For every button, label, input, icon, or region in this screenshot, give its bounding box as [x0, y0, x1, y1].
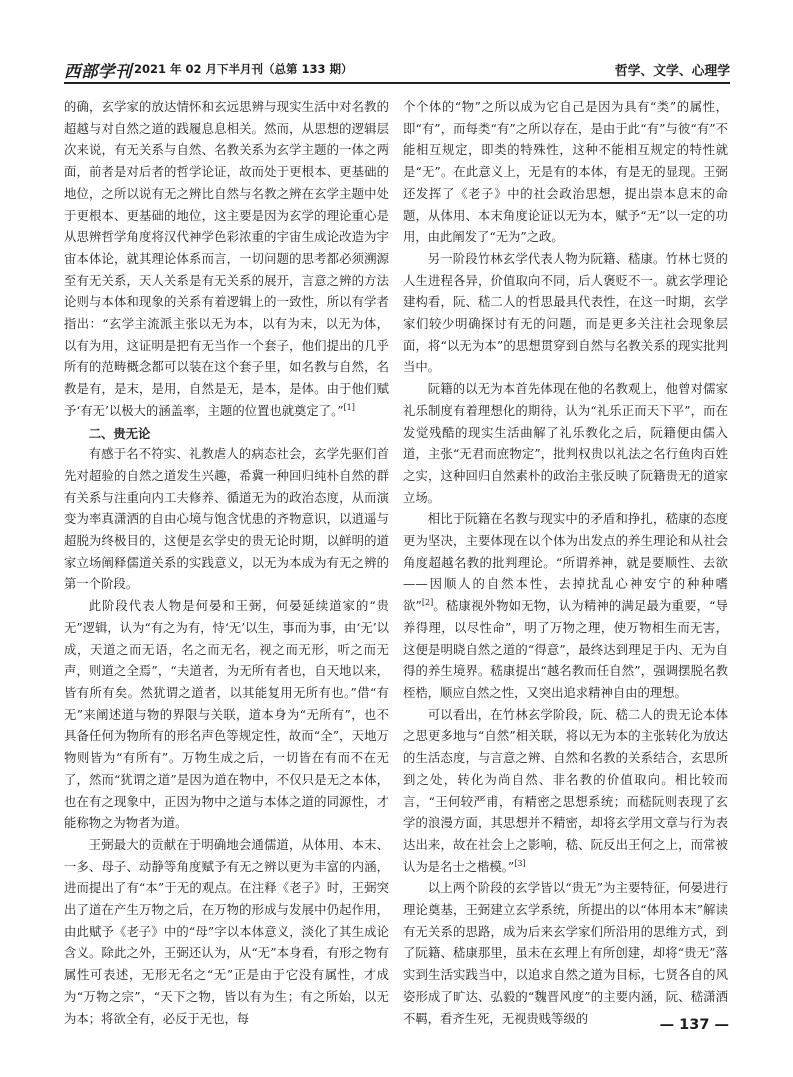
- page-header: [64, 58, 730, 80]
- body-paragraph: [403, 509, 728, 704]
- body-paragraph: 个个体的“物”之所以成为它自己是因为具有“类”的属性，即“有”，而每类“有”之所以存在，是由于此“有”与彼“有”不能相互规定，即类的特殊性，这种不能相互规定的特性就是“无”。在此意义上，无是有的本体，有是无的显现。王弼还发挥了《老子》中的社会政治思想，提出崇本息末的命题，从体用、本末角度论证以无为本，赋予“无”以一定的功用，由此阐发了“无为”之政。: [403, 100, 728, 245]
- paragraph-text: 相比于阮籍在名教与现实中的矛盾和挣扎，嵇康的态度更为坚决，主要体现在以个体为出发点的养生理论和从社会角度超越名教的批判理论。“所谓养神，就是要顺性、去欲——因顺人的自然本性，去掉扰乱心神安宁的种种嗜欲”: [403, 512, 728, 614]
- left-column: [64, 97, 389, 1030]
- citation-ref: [2]: [421, 598, 434, 608]
- body-paragraph: 阮籍的以无为本首先体现在他的名教观上，他曾对儒家礼乐制度有着理想化的期待，认为“礼乐正而天下平”，而在发觉残酷的现实生活曲解了礼乐教化之后，阮籍便由儒入道，主张“无君而庶物定”，批判权贵以礼法之名行鱼肉百姓之实，这种回归自然素朴的政治主张反映了阮籍贵无的道家立场。: [403, 382, 728, 505]
- citation-ref: [1]: [343, 402, 355, 412]
- page-number: — 137 —: [659, 1017, 729, 1033]
- paragraph-text: 。嵇康视外物如无物，认为精神的满足最为重要，“导养得理，以尽性命”，明了万物之理，使万物相生而无害，这便是明晓自然之道的“得意”，最终达到理足于内、无为自得的养生境界。嵇康提出“越名教而任自然”，强调摆脱名教桎梏，顺应自然之性，又突出追求精神自由的理想。: [403, 599, 729, 700]
- section-heading: 二、贵无论: [88, 425, 151, 441]
- body-paragraph: 王弼最大的贡献在于明确地会通儒道，从体用、本末、一多、母子、动静等角度赋予有无之辨以更为丰富的内涵，进而提出了有“本”于无的观点。在注释《老子》时，王弼突出了道在产生万物之后，在万物的形成与发展中仍起作用，由此赋予《老子》中的“母”字以本体意义，淡化了其生成论含义。除此之外，王弼还认为，从“无”本身看，有形之物有属性可表述，无形无名之“无”正是由于它没有属性，才成为“万物之宗”，“天下之物，皆以有为生；有之所始，以无为本；将欲全有，必反于无也，每: [64, 837, 389, 1026]
- body-paragraph: 另一阶段竹林玄学代表人物为阮籍、嵇康。竹林七贤的人生进程各异，价值取向不同，后人褒贬不一。就玄学理论建构看，阮、嵇二人的哲思最具代表性，在这一时期，玄学家们较少明确探讨有无的问题，而是更多关注社会现象层面，将“以无为本”的思想贯穿到自然与名教关系的现实批判当中。: [403, 251, 728, 375]
- paragraph-text: 的确，玄学家的放达情怀和玄远思辨与现实生活中对名教的超越与对自然之道的践履息息相关。然而，从思想的逻辑层次来说，有无关系与自然、名教关系为玄学主题的一体之两面，前者是对后者的哲学论证，故而处于更根本、更基础的地位，之所以说有无之辨比自然与名教之辨在玄学主题中处于更根本、更基础的地位，这主要是因为玄学的理论重心是从思辨哲学角度将汉代神学色彩浓重的宇宙生成论改造为宇宙本体论，就其理论体系而言，一切问题的思考都必须溯源至有无关系，天人关系是有无关系的展开，言意之辨的方法论则与本体和现象的关系有着逻辑上的一致性，所以有学者指出：“玄学主流派主张以无为本，以有为末，以无为体，以有为用，这证明是把有无当作一个套子，他们提出的几乎所有的范畴概念都可以装在这个套子里，如名教与自然，名教是有，是末，是用，自然是无，是本，是体。由于他们赋予‘有无’以极大的涵盖率，主题的位置也就奠定了。”: [64, 100, 389, 418]
- body-paragraph: [64, 97, 389, 423]
- body-paragraph: 有感于名不符实、礼教虐人的病态社会，玄学先驱们首先对超验的自然之道发生兴趣，希冀一种回归纯朴自然的群有关系与注重向内工夫修养、循道无为的政治态度，从而演变为率真潇洒的自由心境与饱含忧患的齐物意识，以逍遥与超脱为终极目的，这便是玄学史的贵无论时期，以鲜明的道家立场阐释儒道关系的实践意义，以无为本成为有无之辨的第一个阶段。: [64, 447, 389, 592]
- body-paragraph: 此阶段代表人物是何晏和王弼，何晏延续道家的“贵无”逻辑，认为“有之为有，恃‘无’以生，事而为事，由‘无’以成，天道之而无语，名之而无名，视之而无形，听之而无声，则道之全焉”，“夫道者，为无所有者也，自天地以来，皆有所有矣。然犹谓之道者，以其能复用无所有也。”借“有无”来阐述道与物的界限与关联，道本身为“无所有”，也不具备任何为物所有的形名声色等规定性，故而“全”，天地万物则皆为“有所有”。万物生成之后，一切皆在有而不在无了，然而“犹谓之道”是因为道在物中，不仅只是无之本体，也在有之现象中，正因为物中之道与本体之道的同源性，才能称物之为物者为道。: [64, 599, 389, 831]
- header-rule: [64, 82, 730, 84]
- issue-info: 2021 年 02 月下半月刊（总第 133 期）: [134, 62, 353, 76]
- paragraph-text: 可以看出，在竹林玄学阶段，阮、嵇二人的贵无论本体之思更多地与“自然”相关联，将以无为本的主张转化为放达的生活态度，与言意之辨、自然和名教的关系结合，玄思所到之处，转化为尚自然、非名教的价值取向。相比较而言，“王何较严甫，有精密之思想系统；而嵇阮则表现了玄学的浪漫方面，其思想并不精密，却将玄学用文章与行为表达出来，故在社会上之影响，嵇、阮反出王何之上，而常被认为是名士之楷模。”: [403, 707, 728, 874]
- body-paragraph: [403, 705, 728, 879]
- right-column: [403, 97, 728, 1030]
- body-paragraph: 以上两个阶段的玄学皆以“贵无”为主要特征，何晏进行理论奠基，王弼建立玄学系统，所提出的以“体用本末”解读有无关系的思路，成为后来玄学家们所沿用的思维方式，到了阮籍、嵇康那里，虽未在玄理上有所创建，却将“贵无”落实到生活实践当中，以追求自然之道为目标，七贤各自的风姿形成了旷达、弘毅的“魏晋风度”的主要内涵，阮、嵇潇洒不羁，看齐生死，无视贵贱等级的: [403, 881, 728, 1026]
- citation-ref: [3]: [514, 858, 526, 868]
- journal-logo: 西部学刊: [64, 62, 132, 81]
- section-title: 哲学、文学、心理学: [614, 64, 730, 79]
